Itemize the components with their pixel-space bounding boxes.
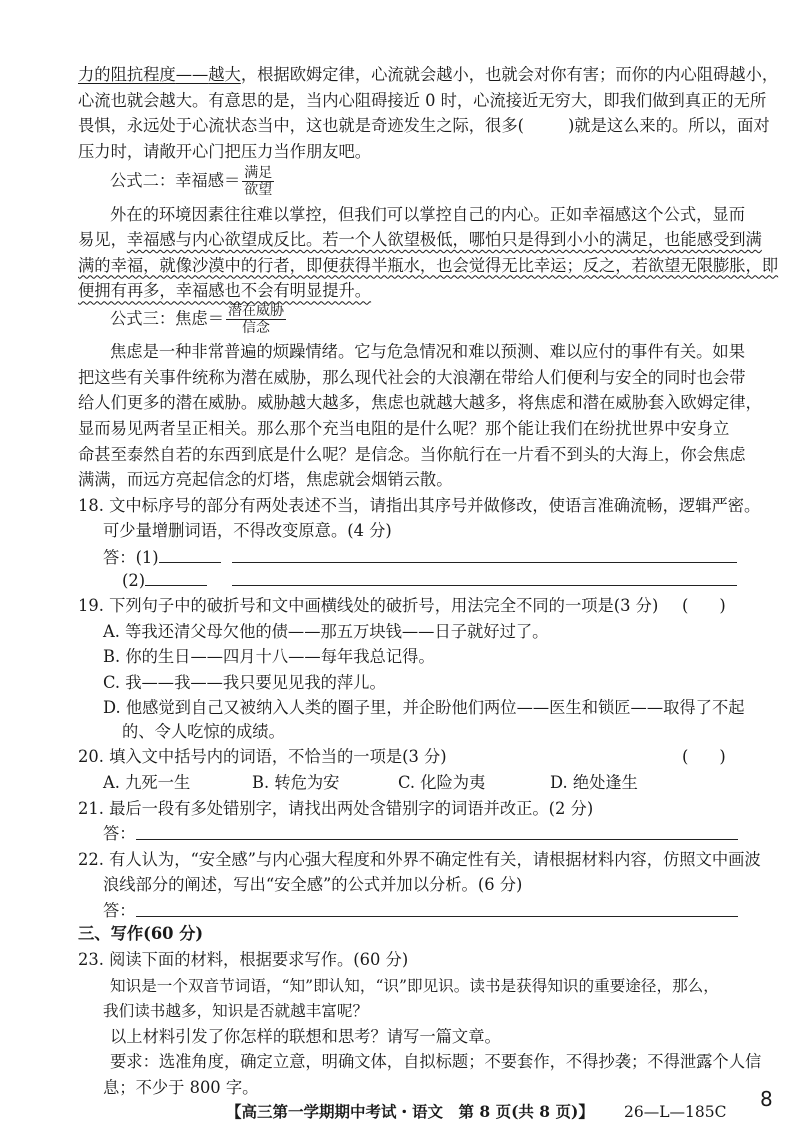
passage-text: )就是这么来的。所以，面对 — [567, 116, 770, 136]
option-d: D. 他感觉到自己又被纳入人类的圈子里，并企盼他们两位——医生和锁匠——取得了不起 — [103, 698, 745, 718]
material-text: 我们读书越多，知识是否就越丰富呢？ — [103, 1002, 369, 1021]
question-18-stem: 18. 文中标序号的部分有两处表述不当，请指出其序号并做修改，使语言准确流畅，逻辑严密。 — [78, 495, 761, 515]
passage-line: 给人们更多的潜在威胁。威胁越大越多，焦虑也就越大越多，将焦虑和潜在威胁套入欧姆定律， — [78, 393, 762, 413]
question-23-stem: 23. 阅读下面的材料，根据要求写作。(60 分) — [78, 950, 409, 969]
writing-prompt: 以上材料引发了你怎样的联想和思考？请写一篇文章。 — [110, 1026, 501, 1046]
option-a: A. 等我还清父母欠他的债——那五万块钱——日子就好过了。 — [103, 621, 549, 641]
wavy-underlined-text: 满的幸福，就像沙漠中的行者，即便获得半瓶水，也会觉得无比幸运；反之，若欲望无限膨胀，即 — [78, 255, 779, 275]
passage-line: 焦虑是一种非常普遍的烦躁情绪。它与危急情况和难以预测、难以应付的事件有关。如果 — [110, 342, 745, 362]
fraction — [226, 303, 286, 336]
fraction-denominator: 欲望 — [244, 182, 273, 199]
section-heading: 三、写作(60 分) — [78, 924, 204, 944]
passage-line — [78, 62, 778, 88]
question-22-stem: 22. 有人认为，“安全感”与内心强大程度和外界不确定性有关，请根据材料内容，仿照文中画波 — [78, 849, 761, 869]
answer-rule[interactable] — [232, 562, 737, 563]
fraction-numerator: 满足 — [244, 165, 273, 182]
wavy-underlined-text: 便拥有再多，幸福感也不会有明显提升。 — [78, 281, 372, 301]
formula-happiness — [110, 164, 274, 198]
option-d-cont: 的、令人吃惊的成绩。 — [122, 721, 285, 741]
passage-text: 易见， — [78, 230, 127, 250]
footer-title: 【高三第一学期期中考试・语文 第 8 页(共 8 页)】 — [226, 1102, 594, 1122]
answer-label: 答：(1) — [103, 547, 159, 567]
passage-line — [78, 113, 770, 139]
answer-line — [122, 567, 207, 594]
question-21-stem: 21. 最后一段有多处错别字，请找出两处含错别字的词语并改正。(2 分) — [78, 798, 594, 818]
answer-label: 答： — [103, 824, 136, 844]
passage-line: 命甚至泰然自若的东西到底是什么呢？是信念。当你航行在一片看不到头的大海上，你会焦虑 — [78, 444, 746, 464]
passage-text: ，根据欧姆定律，心流就会越小，也就会对你有害；而你的内心阻碍越小， — [240, 65, 779, 84]
passage-line — [78, 227, 762, 253]
fraction — [242, 165, 274, 198]
answer-bracket[interactable]: ( ) — [682, 747, 726, 767]
underlined-text: 越大 — [208, 65, 241, 84]
option-b: B. 你的生日——四月十八——每年我总记得。 — [103, 647, 435, 667]
fraction-numerator: 潜在威胁 — [227, 302, 284, 319]
passage-line: 把这些有关事件统称为潜在威胁，那么现代社会的大浪潮在带给人们便利与安全的同时也会带 — [78, 367, 746, 387]
fraction-denominator: 信念 — [241, 319, 270, 336]
answer-blank[interactable] — [159, 544, 221, 563]
passage-line — [78, 278, 371, 304]
answer-label: (2) — [122, 571, 146, 591]
question-22-stem: 浪线部分的阐述，写出“安全感”的公式并加以分析。(6 分) — [103, 875, 523, 895]
answer-rule[interactable] — [136, 916, 738, 917]
formula-label: 公式二：幸福感＝ — [110, 171, 241, 191]
option-c: C. 我——我——我只要见见我的萍儿。 — [103, 672, 386, 692]
underlined-dash: —— — [175, 65, 209, 84]
passage-line: 外在的环境因素往往难以掌控，但我们可以掌控自己的内心。正如幸福感这个公式，显而 — [110, 204, 745, 224]
footer-code: 26—L—185C — [624, 1103, 727, 1122]
option-d: D. 绝处逢生 — [550, 773, 638, 792]
question-20-stem: 20. 填入文中括号内的词语，不恰当的一项是(3 分) — [78, 747, 447, 767]
answer-bracket[interactable]: ( ) — [682, 596, 726, 615]
question-19-stem: 19. 下列句子中的破折号和文中画横线处的破折号，用法完全不同的一项是(3 分) — [78, 596, 659, 615]
passage-line: 心流也就会越大。有意思的是，当内心阻碍接近 0 时，心流接近无穷大，即我们做到真正的无所 — [78, 90, 767, 110]
writing-requirements: 要求：选准角度，确定立意，明确文体，自拟标题；不要套作，不得抄袭；不得泄露个人信 — [110, 1052, 762, 1072]
passage-line: 显而易见两者呈正相关。那么那个充当电阻的是什么呢？那个能让我们在纷扰世界中安身立 — [78, 419, 730, 438]
formula-anxiety — [110, 302, 286, 336]
answer-label: 答： — [103, 900, 136, 920]
passage-text: 畏惧，永远处于心流状态当中，这也就是奇迹发生之际，很多( — [78, 116, 524, 136]
writing-requirements: 息；不少于 800 字。 — [103, 1077, 259, 1097]
option-a: A. 九死一生 — [103, 773, 191, 792]
page-number: 8 — [760, 1086, 773, 1111]
option-c: C. 化险为夷 — [398, 773, 486, 792]
passage-line: 满满，而远方亮起信念的灯塔，焦虑就会烟销云散。 — [78, 470, 453, 490]
passage-line — [78, 253, 778, 279]
answer-rule[interactable] — [136, 839, 738, 840]
answer-blank[interactable] — [145, 567, 207, 586]
question-18-stem: 可少量增删词语，不得改变原意。(4 分) — [103, 521, 392, 541]
passage-line: 压力时，请敞开心门把压力当作朋友吧。 — [78, 141, 372, 161]
underlined-text: 力的阻抗程度 — [78, 65, 176, 84]
material-text: 知识是一个双音节词语，“知”即认知，“识”即见识。读书是获得知识的重要途径，那么， — [110, 976, 719, 995]
wavy-underlined-text: 幸福感与内心欲望成反比。若一个人欲望极低，哪怕只是得到小小的满足，也能感受到满 — [126, 230, 762, 250]
option-b: B. 转危为安 — [252, 773, 340, 792]
answer-rule[interactable] — [232, 585, 737, 586]
formula-label: 公式三：焦虑＝ — [110, 308, 224, 328]
